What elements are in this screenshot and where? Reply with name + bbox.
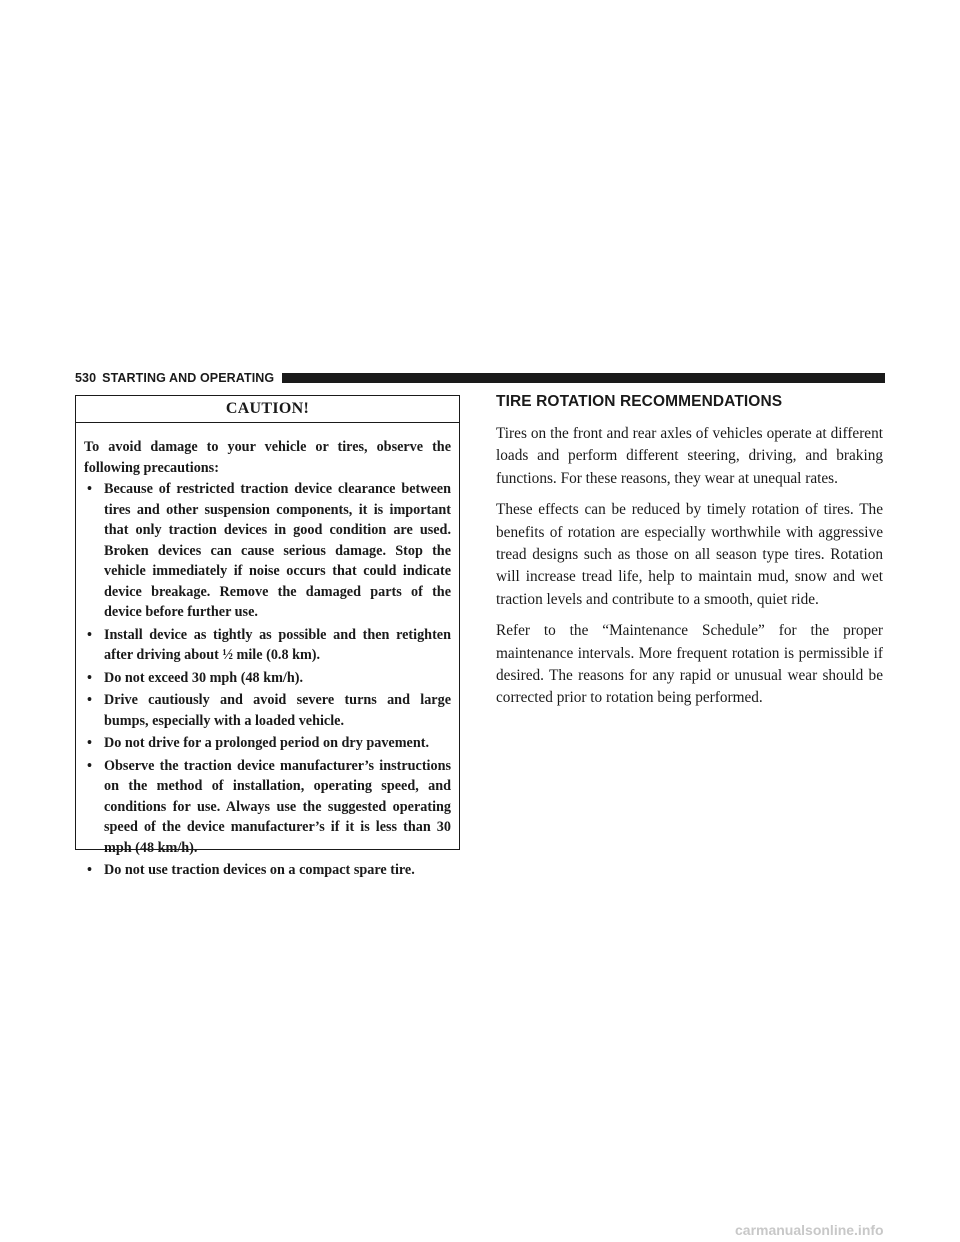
bullet-icon: • bbox=[87, 669, 92, 686]
caution-box bbox=[75, 395, 460, 878]
caution-item bbox=[84, 690, 451, 731]
bullet-icon: • bbox=[87, 692, 92, 708]
bullet-icon: • bbox=[87, 626, 92, 643]
caution-item-text: Do not use traction devices on a compact spare tire. bbox=[104, 862, 415, 878]
caution-title: CAUTION! bbox=[76, 396, 459, 423]
bullet-icon: • bbox=[87, 862, 92, 878]
caution-item-text: Do not drive for a prolonged period on dry pavement. bbox=[104, 735, 430, 751]
caution-item bbox=[84, 860, 451, 881]
header-rule bbox=[282, 373, 885, 383]
bullet-icon: • bbox=[87, 757, 92, 774]
caution-item bbox=[84, 479, 451, 623]
caution-item bbox=[84, 733, 451, 754]
paragraph: These effects can be reduced by timely rotation of tires. The benefits of rotation are especially worthwhile with aggressive tread designs such as those on all season type tires. Rotation will increase tread life, help to maintain mud, snow and wet traction levels and contribute to a smooth, quiet ride. bbox=[496, 501, 883, 608]
caution-item bbox=[84, 668, 451, 689]
watermark: carmanualsonline.info bbox=[735, 1222, 884, 1238]
paragraph: Refer to the “Maintenance Schedule” for the proper maintenance intervals. More frequent rotation is permissible if desired. The reasons for any rapid or unusual wear should be corrected prior to rotation being performed. bbox=[496, 622, 883, 707]
section-title: STARTING AND OPERATING bbox=[102, 371, 275, 385]
bullet-icon: • bbox=[87, 481, 92, 497]
caution-intro: To avoid damage to your vehicle or tires, observe the following precautions: bbox=[84, 439, 451, 476]
caution-item-text: Drive cautiously and avoid severe turns and large bumps, especially with a loaded vehicle. bbox=[104, 692, 451, 729]
caution-list bbox=[84, 479, 451, 881]
bullet-icon: • bbox=[87, 735, 92, 751]
tire-rotation-section bbox=[496, 393, 883, 719]
page-number: 530 bbox=[75, 371, 97, 385]
page-header bbox=[75, 371, 885, 385]
section-heading: TIRE ROTATION RECOMMENDATIONS bbox=[496, 393, 783, 410]
caution-item bbox=[84, 756, 451, 859]
paragraph: Tires on the front and rear axles of vehicles operate at different loads and perform different steering, driving, and braking functions. For these reasons, they wear at unequal rates. bbox=[496, 425, 883, 487]
caution-item-text: Do not exceed 30 mph (48 km/h). bbox=[104, 669, 304, 686]
caution-item-text: Install device as tightly as possible and then retighten after driving about ½ mile (0.8 km). bbox=[104, 626, 451, 663]
caution-item-text: Because of restricted traction device clearance between tires and other suspension components, it is important that only traction devices in good condition are used. Broken devices can cause serious damage. Stop the vehicle immediately if noise occurs that could indicate device breakage. Remove the damaged parts of the device before further use. bbox=[104, 481, 451, 620]
caution-item bbox=[84, 625, 451, 666]
caution-body bbox=[76, 423, 459, 881]
caution-item-text: Observe the traction device manufacturer’s instructions on the method of installation, operating speed, and conditions for use. Always use the suggested operating speed of the device manufacturer’s if it is less than 30 mph (48 km/h). bbox=[104, 757, 451, 856]
